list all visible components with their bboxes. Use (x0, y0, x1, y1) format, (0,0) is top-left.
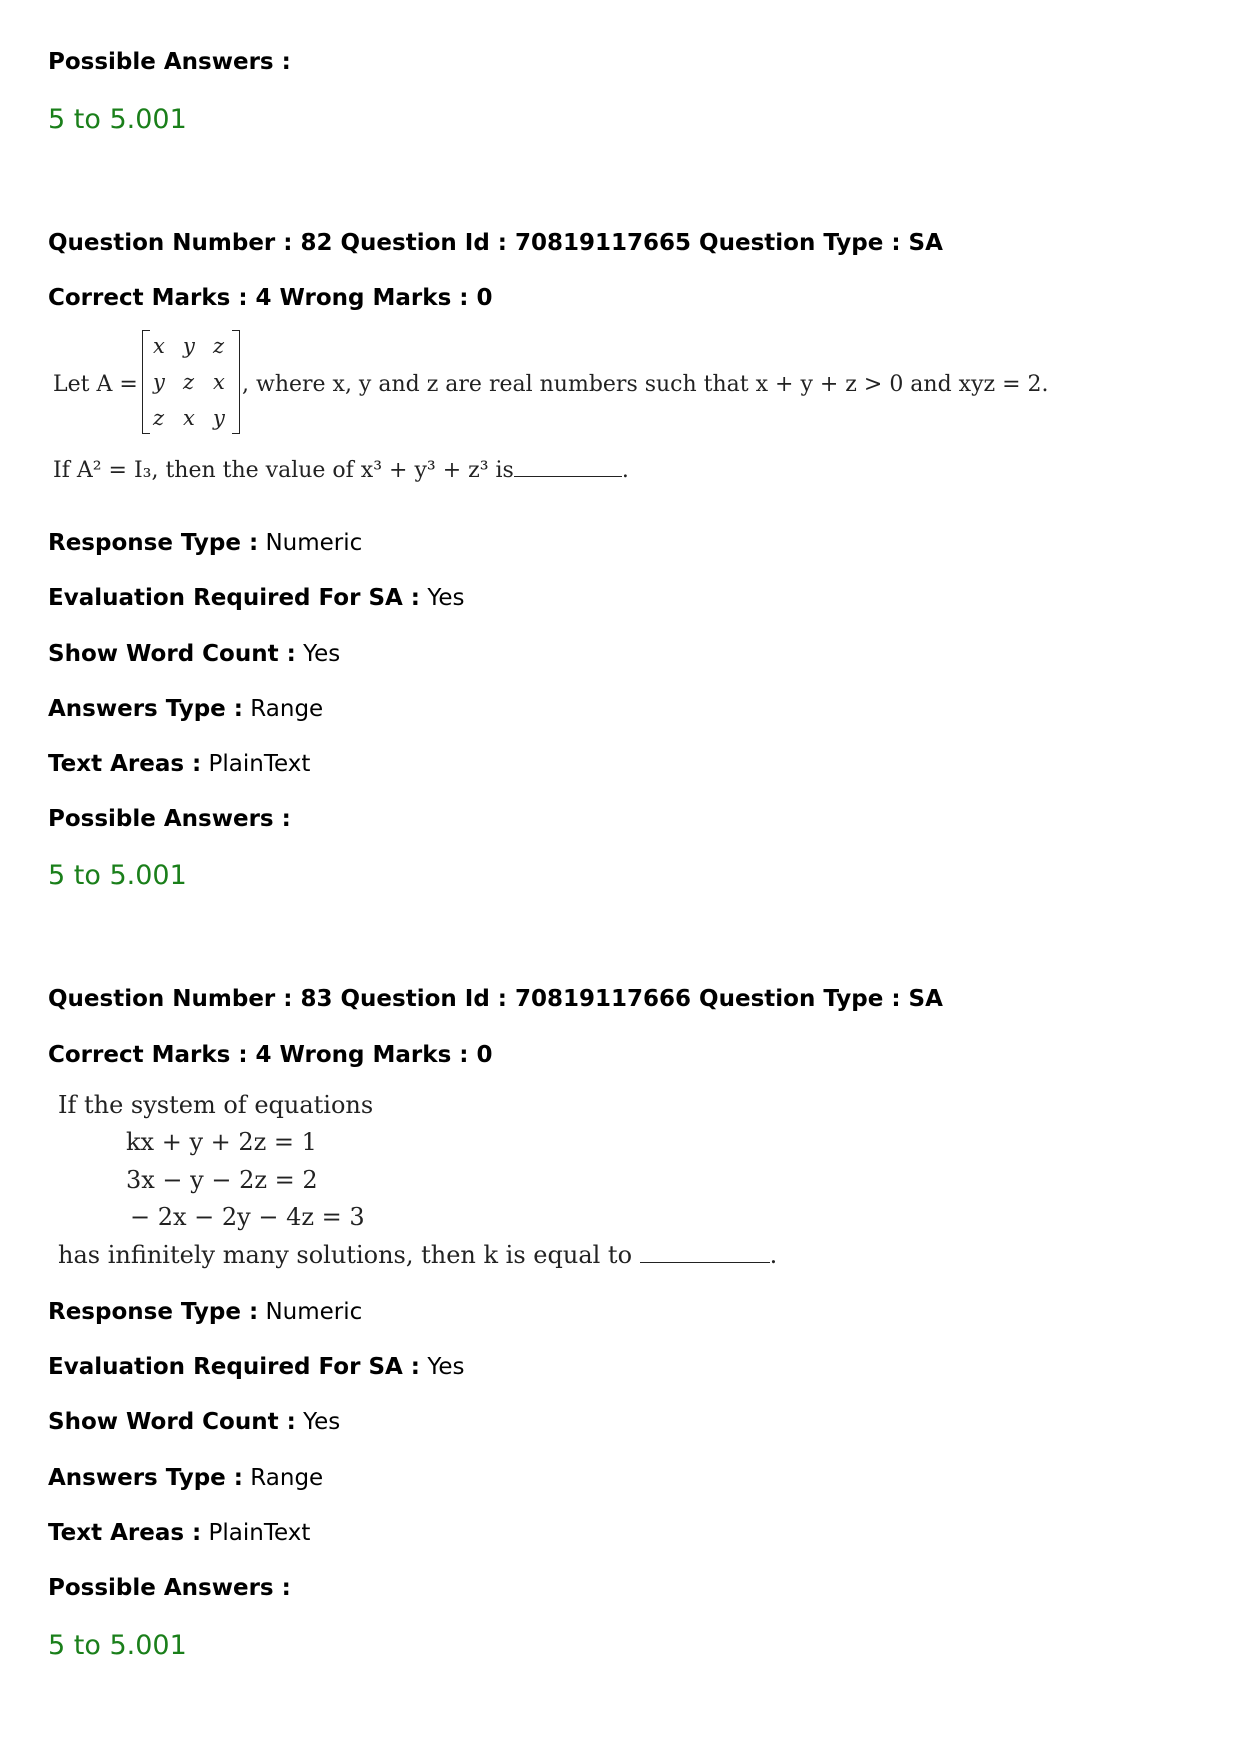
text-areas: Text Areas : PlainText (48, 1520, 311, 1546)
question-header: Question Number : 82 Question Id : 70819117665 Question Type : SA (48, 230, 943, 256)
question-stem-image (50, 1083, 810, 1273)
possible-answers-label: Possible Answers : (48, 1575, 291, 1601)
matrix-cell: z (183, 370, 195, 394)
question-text: has infinitely many solutions, then k is equal to . (58, 1241, 778, 1269)
response-type: Response Type : Numeric (48, 1299, 363, 1325)
show-word-count: Show Word Count : Yes (48, 641, 341, 667)
evaluation-required: Evaluation Required For SA : Yes (48, 1354, 465, 1380)
answers-type: Answers Type : Range (48, 1465, 324, 1491)
answer-blank (514, 458, 622, 477)
possible-answer: 5 to 5.001 (48, 860, 187, 891)
question-text: If A² = I₃, then the value of x³ + y³ + z³ is . (53, 458, 629, 483)
matrix-cell: x (213, 370, 225, 394)
equation-2: 3x − y − 2z = 2 (126, 1166, 318, 1194)
let-text: Let A = (53, 372, 138, 397)
response-type: Response Type : Numeric (48, 530, 363, 556)
possible-answer: 5 to 5.001 (48, 1630, 187, 1661)
possible-answers-label: Possible Answers : (48, 806, 291, 832)
matrix-a (142, 330, 240, 434)
possible-answer: 5 to 5.001 (48, 104, 187, 135)
intro-text: If the system of equations (58, 1091, 374, 1119)
matrix-cell: x (183, 406, 195, 430)
marks-line: Correct Marks : 4 Wrong Marks : 0 (48, 1042, 493, 1068)
question-header: Question Number : 83 Question Id : 70819117666 Question Type : SA (48, 986, 943, 1012)
matrix-cell: z (153, 406, 165, 430)
show-word-count: Show Word Count : Yes (48, 1409, 341, 1435)
matrix-cell: y (213, 406, 225, 430)
equation-1: kx + y + 2z = 1 (126, 1128, 317, 1156)
evaluation-required: Evaluation Required For SA : Yes (48, 585, 465, 611)
possible-answers-label: Possible Answers : (48, 49, 291, 75)
text-areas: Text Areas : PlainText (48, 751, 311, 777)
matrix-cell: y (153, 370, 165, 394)
matrix-cell: x (153, 334, 165, 358)
matrix-condition: , where x, y and z are real numbers such that x + y + z > 0 and xyz = 2. (242, 372, 1049, 397)
marks-line: Correct Marks : 4 Wrong Marks : 0 (48, 285, 493, 311)
question-stem-image (50, 330, 1049, 505)
answers-type: Answers Type : Range (48, 696, 324, 722)
answer-blank (640, 1244, 770, 1263)
equation-3: − 2x − 2y − 4z = 3 (130, 1203, 365, 1231)
matrix-cell: z (213, 334, 225, 358)
matrix-cell: y (183, 334, 195, 358)
